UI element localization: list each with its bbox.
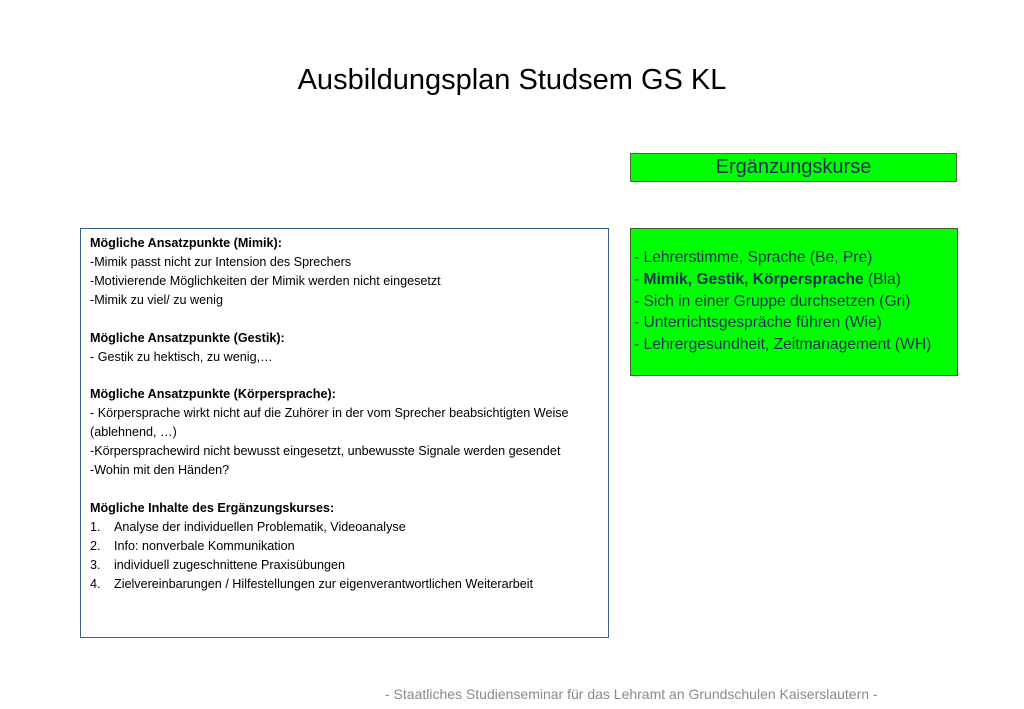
mimik-line: -Motivierende Möglichkeiten der Mimik werden nicht eingesetzt bbox=[90, 273, 441, 288]
list-number: 2. bbox=[90, 538, 101, 553]
course-suffix: (Bla) bbox=[863, 270, 901, 288]
course-item: - Sich in einer Gruppe durchsetzen (Gri) bbox=[634, 292, 911, 310]
inhalte-section bbox=[90, 499, 600, 594]
list-text: Analyse der individuellen Problematik, Videoanalyse bbox=[114, 519, 406, 534]
ansatzpunkte-box bbox=[80, 228, 609, 638]
mimik-line: -Mimik passt nicht zur Intension des Sprechers bbox=[90, 254, 352, 269]
footer bbox=[0, 684, 1024, 706]
gestik-heading: Mögliche Ansatzpunkte (Gestik): bbox=[90, 330, 285, 345]
list-text: individuell zugeschnittene Praxisübungen bbox=[114, 557, 346, 572]
spacer bbox=[90, 310, 600, 329]
course-item: - Lehrerstimme, Sprache (Be, Pre) bbox=[634, 249, 873, 266]
course-prefix: - bbox=[634, 270, 644, 288]
gestik-line: - Gestik zu hektisch, zu wenig,… bbox=[90, 349, 273, 364]
course-item: - Unterrichtsgespräche führen (Wie) bbox=[634, 314, 882, 332]
list-item bbox=[90, 556, 600, 575]
list-item bbox=[90, 537, 600, 556]
mimik-line: -Mimik zu viel/ zu wenig bbox=[90, 292, 223, 307]
koerpersprache-line: -Wohin mit den Händen? bbox=[90, 463, 230, 478]
inhalte-heading: Mögliche Inhalte des Ergänzungskurses: bbox=[90, 500, 335, 515]
ergaenzungskurse-header: Ergänzungskurse bbox=[630, 153, 957, 182]
footer-text: - Staatliches Studienseminar für das Lehramt an Grundschulen Kaiserslautern - bbox=[385, 686, 878, 702]
gestik-section bbox=[90, 329, 600, 367]
list-number: 1. bbox=[90, 519, 101, 534]
inhalte-list bbox=[90, 518, 600, 594]
koerpersprache-section bbox=[90, 385, 600, 480]
course-item: - Lehrergesundheit, Zeitmanagement (WH) bbox=[634, 336, 932, 354]
koerpersprache-line: -Körpersprachewird nicht bewusst eingesetzt, unbewusste Signale werden gesendet bbox=[90, 444, 561, 459]
course-item bbox=[634, 269, 957, 291]
list-item bbox=[90, 518, 600, 537]
list-number: 3. bbox=[90, 557, 101, 572]
list-text: Zielvereinbarungen / Hilfestellungen zur eigenverantwortlichen Weiterarbeit bbox=[114, 576, 534, 591]
spacer bbox=[90, 480, 600, 499]
mimik-heading: Mögliche Ansatzpunkte (Mimik): bbox=[90, 236, 282, 250]
koerpersprache-heading: Mögliche Ansatzpunkte (Körpersprache): bbox=[90, 387, 336, 402]
mimik-section bbox=[90, 234, 600, 310]
list-text: Info: nonverbale Kommunikation bbox=[114, 538, 295, 553]
slide-title: Ausbildungsplan Studsem GS KL bbox=[297, 64, 727, 96]
list-item bbox=[90, 575, 600, 594]
spacer bbox=[90, 366, 600, 385]
koerpersprache-line: - Körpersprache wirkt nicht auf die Zuhörer in der vom Sprecher beabsichtigten Weise (ablehnend, …) bbox=[90, 406, 569, 440]
course-bold-name: Mimik, Gestik, Körpersprache bbox=[643, 270, 864, 288]
list-number: 4. bbox=[90, 576, 101, 591]
kurse-list-box bbox=[630, 228, 958, 376]
